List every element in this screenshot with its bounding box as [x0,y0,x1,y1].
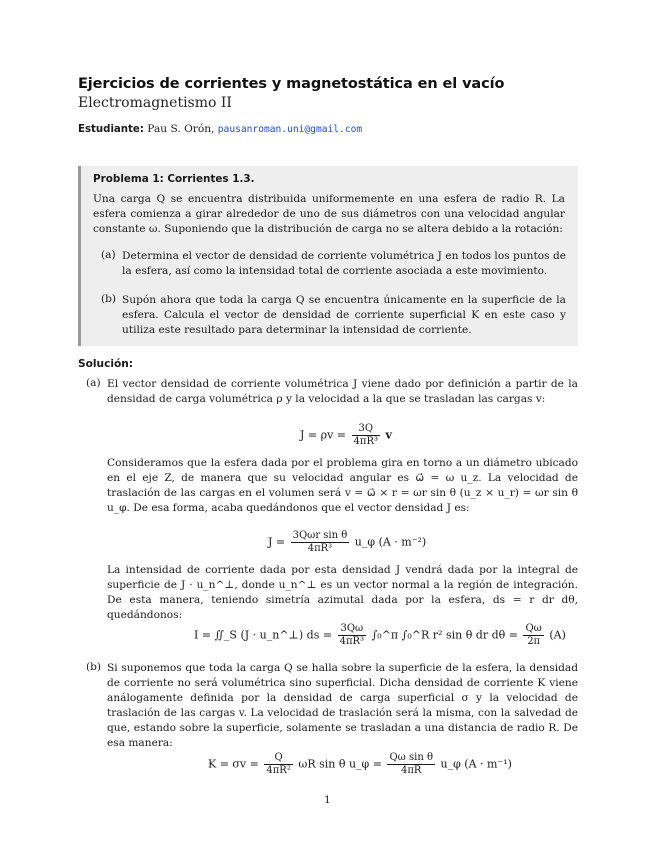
item-text: Determina el vector de densidad de corriente volumétrica J en todos los puntos de la esfera, así como la intensidad total de corriente asociada a este movimiento. [122,250,566,277]
eq-denominator: 4πR [401,765,422,776]
problem-title: Problema 1: Corrientes 1.3. [93,173,255,185]
document-title: Ejercicios de corrientes y magnetostática en el vacío [78,76,505,92]
eq-integral: ∫₀^π ∫₀^R r² sin θ dr dθ = [371,628,518,642]
eq-numerator: Qω [525,623,542,634]
eq-denominator: 4πR³ [307,543,333,554]
item-text: Supón ahora que toda la carga Q se encuentra únicamente en la superficie de la esfera. Calcula el vector de densidad de corriente superficial K en este caso y utiliza este resultado para determinar la intensidad de corriente. [122,294,566,336]
eq-denominator: 4πR² [266,765,291,776]
eq-fraction [352,423,380,448]
eq-denominator: 2π [527,636,541,647]
solution-paragraph: La intensidad de corriente dada por esta densidad J vendrá dada por la integral de superficie de J · u_n^⊥, donde u_n^⊥ es un vector normal a la región de integración. De esta manera, teniendo simetría azimutal dada por la esfera, ds = r dr dθ, quedándonos: [107,564,578,621]
solution-heading: Solución: [78,358,134,370]
eq-tail: v [385,428,392,442]
student-line [78,123,362,135]
eq-fraction [291,530,350,555]
student-email-link[interactable]: pausanroman.uni@gmail.com [217,124,363,135]
eq-lhs: I = ∬_S (J · u_n^⊥) ds = [194,628,333,642]
student-name: Pau S. Orón, [147,123,215,135]
eq-tail: u_φ (A · m⁻¹) [440,757,512,771]
eq-fraction [523,623,543,648]
solution-paragraph: Consideramos que la esfera dada por el problema gira en torno a un diámetro ubicado en el eje Z, de manera que su velocidad angular es ω⃗ = ω u_z. La velocidad de traslación de las cargas en el volumen será v = ω⃗ × r = ωr sin θ (u_z × u_r) = ωr sin θ u_φ. De esa forma, acaba quedándonos que el vector densidad J es: [107,457,578,514]
equation-surface-current [208,752,512,777]
eq-numerator: 3Qω [338,623,366,636]
eq-lhs: K = σv = [208,757,259,771]
eq-lhs: J = ρv = [300,428,347,442]
item-text: El vector densidad de corriente volumétrica J viene dado por definición a partir de la densidad de carga volumétrica ρ y la velocidad a la que se trasladan las cargas v: [107,378,578,405]
eq-numerator: 3Q [352,423,380,436]
item-label: (a) [101,249,116,261]
eq-fraction [264,752,292,777]
eq-denominator: 4πR³ [339,636,365,647]
eq-denominator: 4πR³ [353,436,378,447]
eq-numerator: 3Qωr sin θ [292,530,348,541]
equation-current-density [300,423,392,448]
eq-lhs: J = [268,535,286,549]
item-label: (b) [86,661,102,673]
eq-tail: (A) [549,628,566,642]
problem-box [78,166,578,346]
eq-middle: ωR sin θ u_φ = [298,757,382,771]
item-text: Si suponemos que toda la carga Q se halla sobre la superficie de la esfera, la densidad de corriente no será volumétrica sino superficial. Dicha densidad de corriente K viene análogamente definida por la densidad de carga superficial σ y la velocidad de traslación de las cargas v. La velocidad de traslación será la misma, con la salvedad de que, estando sobre la superficie, solamente se trasladan a una distancia de radio R. De esa manera: [107,662,578,749]
page-number: 1 [324,794,331,806]
document-subtitle: Electromagnetismo II [78,95,232,111]
eq-tail: u_φ (A · m⁻²) [354,535,427,549]
item-label: (b) [101,293,117,305]
problem-statement: Una carga Q se encuentra distribuida uniformemente en una esfera de radio R. La esfera comienza a girar alrededor de uno de sus diámetros con una velocidad angular constante ω. Suponiendo que la distribución de carga no se altera debido a la rotación: [93,193,565,235]
eq-numerator: Qω sin θ [389,752,433,763]
equation-current-density-result [268,530,426,555]
student-label: Estudiante: [78,124,144,135]
eq-fraction [338,623,366,648]
eq-numerator: Q [264,752,292,765]
equation-total-current [194,623,566,648]
item-label: (a) [86,377,101,389]
eq-fraction [387,752,435,777]
